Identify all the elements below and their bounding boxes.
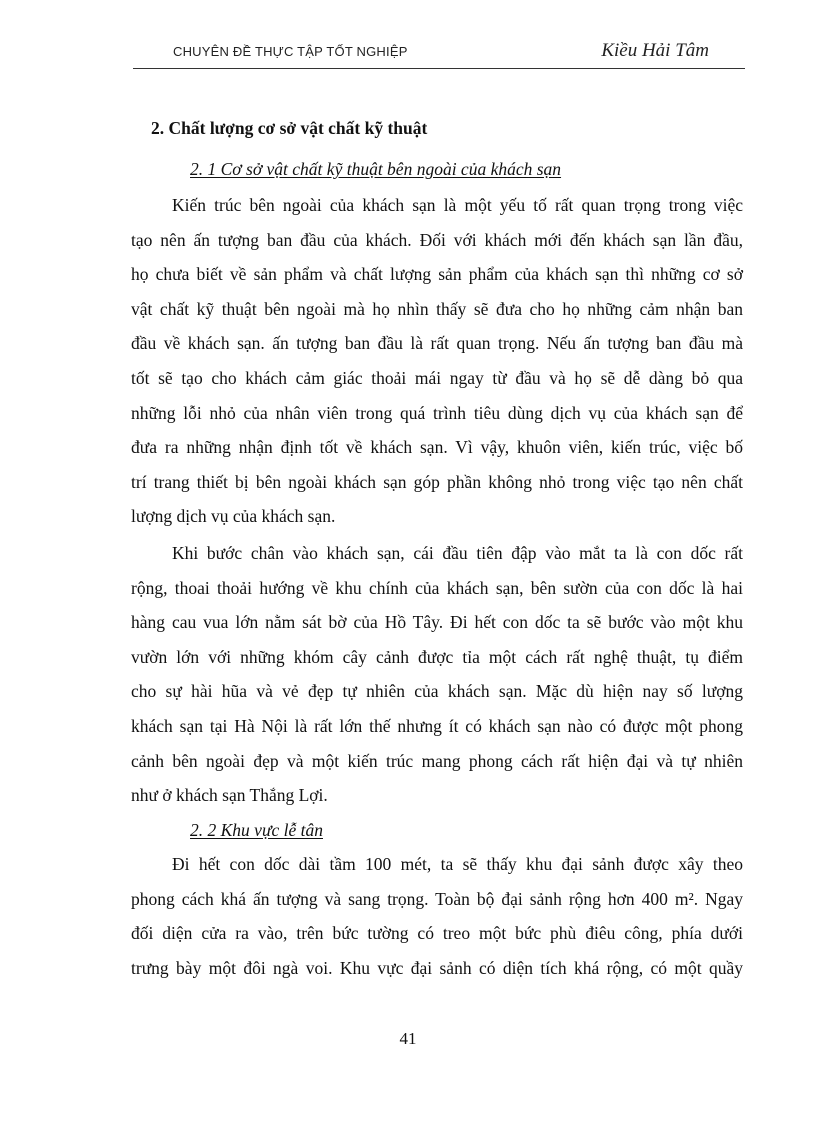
page-number: 41	[399, 1029, 417, 1048]
text-line: khách sạn tại Hà Nội là rất lớn thế nhưng ít có khách sạn nào có được một phong	[131, 715, 743, 736]
text-line: như ở khách sạn Thắng Lợi.	[131, 785, 328, 806]
text-line: đối diện cửa ra vào, trên bức tường có treo một bức phù điêu công, phía dưới	[131, 923, 743, 944]
paragraph	[131, 536, 743, 813]
text-line: hàng cau vua lớn nằm sát bờ của Hồ Tây. Đi hết con dốc ta sẽ bước vào một khu	[131, 612, 743, 633]
text-line: trưng bày một đôi ngà voi. Khu vực đại sảnh có diện tích khá rộng, có một quầy	[131, 957, 743, 978]
text-line: tạo nên ấn tượng ban đầu của khách. Đối với khách mới đến khách sạn lần đầu,	[131, 229, 743, 250]
section-title: 2. Chất lượng cơ sở vật chất kỹ thuật	[151, 118, 428, 138]
text-line: phong cách khá ấn tượng và sang trọng. Toàn bộ đại sảnh rộng hơn 400 m². Ngay	[131, 888, 743, 909]
text-line: vật chất kỹ thuật bên ngoài mà họ nhìn thấy sẽ đưa cho họ những cảm nhận ban	[131, 298, 743, 319]
text-line: đầu về khách sạn. ấn tượng ban đầu là rất quan trọng. Nếu ấn tượng ban đầu mà	[131, 333, 743, 354]
text-line: rộng, thoai thoải hướng về khu chính của khách sạn, bên sườn của con dốc là hai	[131, 577, 743, 598]
paragraph	[131, 847, 743, 985]
header-rule	[133, 68, 745, 69]
text-line: Khi bước chân vào khách sạn, cái đầu tiên đập vào mắt ta là con dốc rất	[172, 543, 743, 563]
text-line: đưa ra những nhận định tốt về khách sạn. Vì vậy, khuôn viên, kiến trúc, việc bố	[131, 437, 743, 458]
text-line: tốt sẽ tạo cho khách cảm giác thoải mái ngay từ đầu và họ sẽ dễ dàng bỏ qua	[131, 367, 743, 388]
header-author: Kiều Hải Tâm	[601, 40, 709, 61]
header-document-type: CHUYÊN ĐỀ THỰC TẬP TỐT NGHIỆP	[173, 44, 408, 59]
text-line: trí trang thiết bị bên ngoài khách sạn góp phần không nhỏ trong việc tạo nên chất	[131, 471, 743, 492]
paragraph	[131, 188, 743, 534]
text-line: họ chưa biết về sản phẩm và chất lượng sản phẩm của khách sạn thì những cơ sở	[131, 264, 743, 285]
page-header	[133, 36, 745, 72]
subsection-heading-1: 2. 1 Cơ sở vật chất kỹ thuật bên ngoài của khách sạn	[190, 159, 562, 179]
text-line: lượng dịch vụ của khách sạn.	[131, 506, 336, 527]
text-line: những lỗi nhỏ của nhân viên trong quá trình tiêu dùng dịch vụ của khách sạn để	[131, 402, 743, 423]
text-line: cho sự hài hũa và vẻ đẹp tự nhiên của khách sạn. Mặc dù hiện nay số lượng	[131, 681, 743, 702]
text-line: vườn lớn với những khóm cây cảnh được tỉa một cách rất nghệ thuật, tụ điểm	[131, 646, 743, 667]
subsection-heading-2: 2. 2 Khu vực lễ tân	[190, 820, 323, 840]
text-line: cảnh bên ngoài đẹp và một kiến trúc mang phong cách rất hiện đại và tự nhiên	[131, 750, 743, 771]
text-line: Kiến trúc bên ngoài của khách sạn là một yếu tố rất quan trọng trong việc	[172, 195, 743, 215]
text-line: Đi hết con dốc dài tầm 100 mét, ta sẽ thấy khu đại sảnh được xây theo	[172, 854, 743, 874]
